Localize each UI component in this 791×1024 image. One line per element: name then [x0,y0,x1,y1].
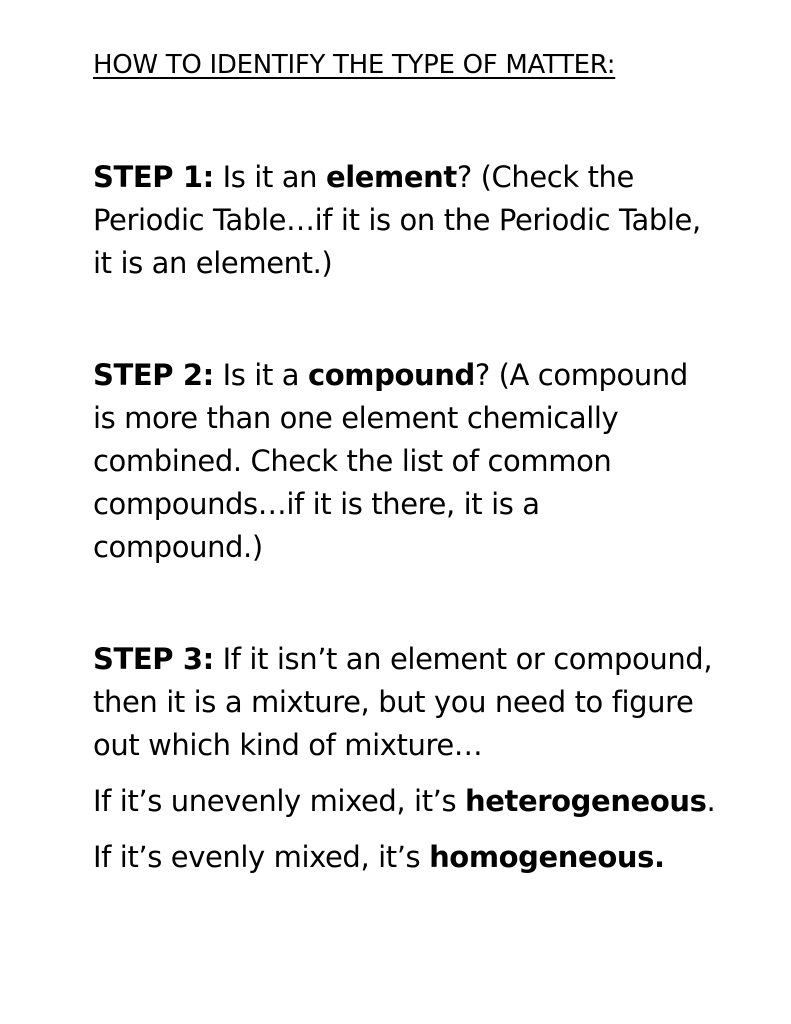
page-title: HOW TO IDENTIFY THE TYPE OF MATTER: [93,50,616,80]
step-2-paragraph [93,354,713,569]
heterogeneous-post-text: . [706,784,716,818]
heterogeneous-keyword: heterogeneous [465,784,707,818]
homogeneous-line [93,836,665,879]
step-2-label: STEP 2: [93,358,214,392]
step-1-label: STEP 1: [93,160,214,194]
homogeneous-keyword: homogeneous. [429,840,665,874]
step-1-pre-text: Is it an [213,160,326,194]
step-2-keyword: compound [307,358,475,392]
step-3-text: If it isn’t an element or compound, then it is a mixture, but you need to figure out which kind of mixture… [93,642,713,762]
step-2-pre-text: Is it a [213,358,308,392]
step-1-post-text: ? (Check the Periodic Table…if it is on the Periodic Table, it is an element.) [93,160,701,280]
heterogeneous-line [93,780,715,823]
step-1-keyword: element [325,160,457,194]
heterogeneous-pre-text: If it’s unevenly mixed, it’s [93,784,466,818]
homogeneous-pre-text: If it’s evenly mixed, it’s [93,840,430,874]
step-3-paragraph [93,638,713,767]
step-2-post-text: ? (A compound is more than one element chemically combined. Check the list of common compounds…if it is there, it is a compound.) [93,358,688,564]
step-1-paragraph [93,156,713,285]
step-3-label: STEP 3: [93,642,214,676]
